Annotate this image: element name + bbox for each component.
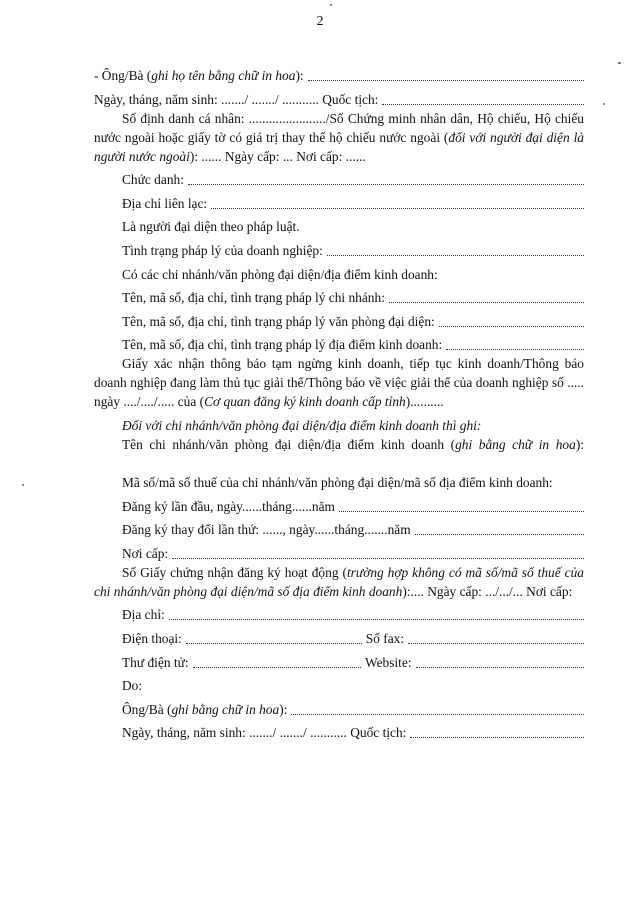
fill-dots [339,511,584,512]
scan-speck [603,103,605,105]
representative-birth-line [94,90,584,109]
issued-by-label: Do: [122,678,143,694]
contact-address-line [94,194,584,213]
legal-representative-line [94,217,584,236]
fill-dots [169,619,584,620]
first-registration-line [94,497,584,516]
scan-speck [22,484,24,486]
branch-info-label: Tên, mã số, địa chỉ, tình trạng pháp lý chi nhánh: [122,290,385,306]
issuing-place-label: Nơi cấp: [122,545,169,561]
branch-tax-code-paragraph: Mã số/mã số thuế của chi nhánh/văn phòng đại diện/mã số địa điểm kinh doanh: [122,474,553,490]
fill-dots [389,302,584,303]
branches-label: Có các chi nhánh/văn phòng đại diện/địa điểm kinh doanh: [122,266,438,282]
address-label: Địa chỉ: [122,607,165,623]
rep-office-info-line [94,312,584,331]
fill-dots [408,643,584,644]
rep-office-info-label: Tên, mã số, địa chỉ, tình trạng pháp lý văn phòng đại diện: [122,313,435,329]
scan-speck [618,62,621,64]
change-registration-line [94,520,584,539]
branches-line [94,265,584,284]
fill-dots [327,255,584,256]
fill-dots [211,208,584,209]
address-line [94,605,584,624]
head-birth-line [94,723,584,742]
fill-dots [382,104,584,105]
operation-certificate-paragraph: Số Giấy chứng nhận đăng ký hoạt động (trường hợp không có mã số/mã số thuế của chi nhánh/văn phòng đại diện/mã số địa điểm kinh doanh):.... Ngày cấp: .../.../... Nơi cấp: [94,564,584,599]
fill-dots [172,558,584,559]
personal-id-paragraph: Số định danh cá nhân: ......................./Số Chứng minh nhân dân, Hộ chiếu, Hộ chiếu nước ngoài hoặc giấy tờ có giá trị thay thế hộ chiếu nước ngoài (đối với người đại diện là người nước ngoài): ...... Ngày cấp: ... Nơi cấp: ...... [94,110,584,164]
legal-status-label: Tình trạng pháp lý của doanh nghiệp: [122,242,323,258]
phone-label: Điện thoại: [122,630,182,646]
phone-fax-line [94,629,584,648]
head-birth-nationality-label: Ngày, tháng, năm sinh: ......./ ......./ ........... Quốc tịch: [122,725,407,741]
legal-representative-text: Là người đại diện theo pháp luật. [122,219,300,235]
scan-speck [330,4,332,6]
title-label: Chức danh: [122,172,184,188]
email-label: Thư điện tử: [122,654,189,670]
website-label: Website: [365,654,412,670]
head-name-line [94,700,584,719]
fill-dots [446,349,584,350]
issuing-place-line [94,544,584,563]
representative-name-label: - Ông/Bà (ghi họ tên bằng chữ in hoa): [94,68,304,83]
head-name-label: Ông/Bà (ghi bằng chữ in hoa): [122,701,288,717]
form-content [94,66,584,742]
change-registration-label: Đăng ký thay đổi lần thứ: ......, ngày......tháng.......năm [122,522,411,538]
contact-address-label: Địa chỉ liên lạc: [122,195,208,211]
fill-dots [291,714,584,715]
fill-dots [439,326,584,327]
page-number: 2 [316,14,324,29]
branch-name-paragraph: Tên chi nhánh/văn phòng đại diện/địa điểm kinh doanh (ghi bằng chữ in hoa): [122,436,584,452]
fill-dots [308,80,584,81]
branch-section-heading [94,416,584,435]
title-line [94,170,584,189]
legal-status-line [94,241,584,260]
fill-dots [186,643,362,644]
suspension-notice-paragraph: Giấy xác nhận thông báo tạm ngừng kinh doanh, tiếp tục kinh doanh/Thông báo doanh nghiệp đang làm thủ tục giải thể/Thông báo về việc giải thể của doanh nghiệp số ..... ngày ..../..../..... của (Cơ quan đăng ký kinh doanh cấp tỉnh).......... [94,356,584,410]
fill-dots [416,667,584,668]
fill-dots [410,737,584,738]
business-location-info-label: Tên, mã số, địa chỉ, tình trạng pháp lý địa điểm kinh doanh: [122,337,443,353]
fill-dots [415,534,584,535]
business-location-info-line [94,335,584,354]
email-website-line [94,653,584,672]
fill-dots [188,184,584,185]
fill-dots [193,667,361,668]
fax-label: Số fax: [365,630,405,646]
representative-name-line [94,66,584,85]
birth-nationality-label: Ngày, tháng, năm sinh: ......./ ......./ ........... Quốc tịch: [94,91,379,107]
issued-by-line [94,676,584,695]
branch-info-line [94,288,584,307]
first-registration-label: Đăng ký lần đầu, ngày......tháng......năm [122,498,335,514]
branch-section-title: Đối với chi nhánh/văn phòng đại diện/địa điểm kinh doanh thì ghi: [122,417,482,433]
